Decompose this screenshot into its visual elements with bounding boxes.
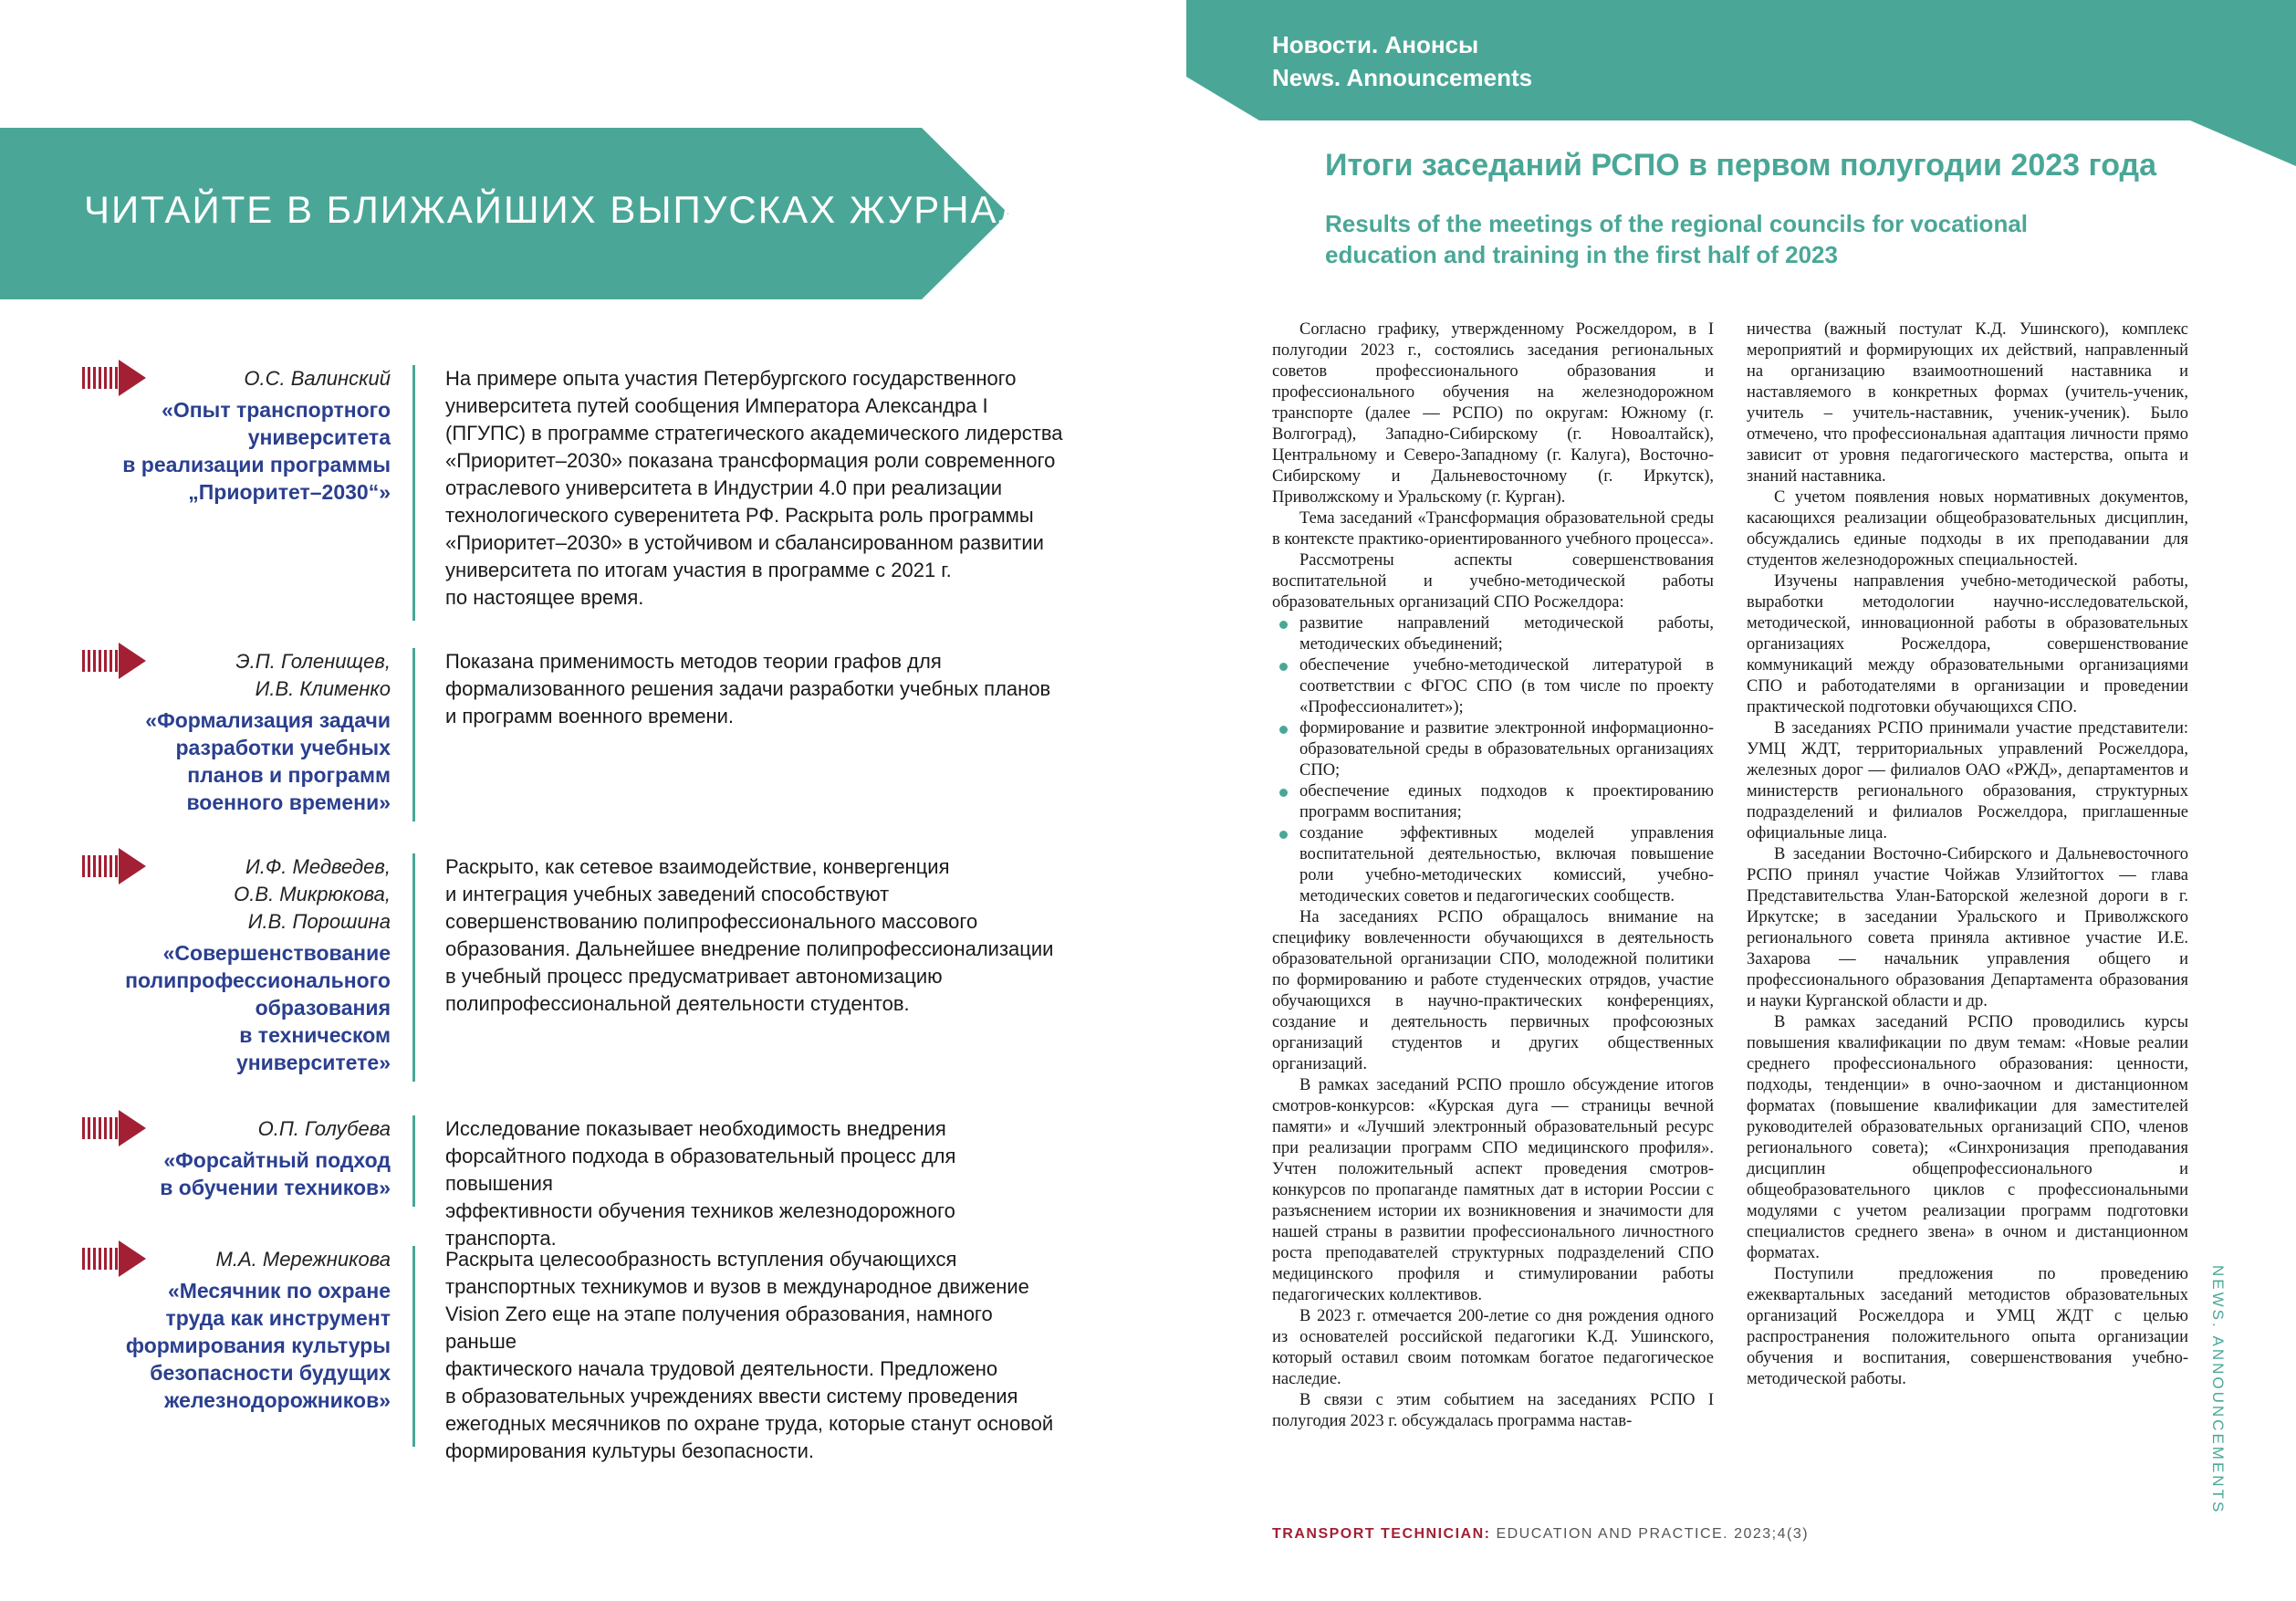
section-title-ru: Новости. Анонсы	[1272, 31, 1479, 58]
author-line: И.В. Клименко	[255, 677, 391, 700]
entry-title	[80, 706, 391, 816]
paragraph: В рамках заседаний РСПО проводились курсы повышения квалификации по двум темам: «Новые реалии среднего профессионального образования: ценности, подходы, тенденции» в очно-заочном и дистанционном форматах (повышение квалификации для заместителей руководителей образовательных организаций СПО, членов регионального совета); «Синхронизация преподавания дисциплин общепрофессионального и общеобразовательного циклов с профессиональными модулями с учетом реализации программ подготовки специалистов среднего звена» в очном и дистанционном форматах.	[1747, 1013, 2188, 1262]
abstract-line: На примере опыта участия Петербургского государственного	[445, 367, 1017, 390]
abstract-line: формирования культуры безопасности.	[445, 1439, 814, 1462]
author-line: Э.П. Голенищев,	[235, 650, 391, 673]
entry-abstract	[445, 1246, 1066, 1465]
section-banner-corner	[2190, 120, 2296, 166]
title-line: «Совершенствование	[162, 941, 391, 965]
author-line: М.А. Мережникова	[215, 1248, 391, 1271]
entry-divider	[412, 1115, 415, 1207]
entry-heading	[80, 1246, 391, 1414]
entry-authors	[80, 1115, 391, 1143]
paragraph: В связи с этим событием на заседаниях РСПО I полугодия 2023 г. обсуждалась программа настав-	[1272, 1391, 1714, 1430]
title-line: полипрофессионального	[125, 968, 391, 992]
paragraph: ничества (важный постулат К.Д. Ушинского), комплекс мероприятий и формирующих их действий, направленный на организацию взаимоотношений наставника и наставляемого в конкретных формах (учитель-ученик, учитель – учитель-наставник, ученик-ученик). Было отмечено, что профессиональная адаптация личности прямо зависит от уровня педагогического мастерства, опыта и знаний наставника.	[1747, 320, 2188, 486]
abstract-line: Раскрыта целесообразность вступления обучающихся	[445, 1248, 957, 1271]
abstract-line: в образовательных учреждениях ввести систему проведения	[445, 1385, 1018, 1407]
entry-divider	[412, 365, 415, 621]
article-subheadline: Results of the meetings of the regional councils for vocational education and training in the first half of 2023	[1325, 210, 2029, 268]
article-column-1	[1272, 319, 1714, 1432]
title-line: разработки учебных	[175, 736, 391, 759]
paragraph: В заседаниях РСПО принимали участие представители: УМЦ ЖДТ, территориальных управлений Росжелдора, железных дорог — филиалов ОАО «РЖД», департаментов и министерств регионального образования, структурных подразделений и филиалов Росжелдора, приглашенные официальные лица.	[1747, 719, 2188, 842]
title-line: «Месячник по охране	[167, 1279, 391, 1303]
entry-title	[80, 939, 391, 1076]
paragraph: В заседании Восточно-Сибирского и Дальневосточного РСПО принял участие Чойжав Улзийтогтох — глава Представительства Улан-Баторской железной дороги в г. Иркутске; в заседании Уральского и Приволжского регионального совета приняла активное участие И.Е. Захарова — начальник управления общего и профессионального образования Департамента образования и науки Курганской области и др.	[1747, 845, 2188, 1010]
abstract-line: (ПГУПС) в программе стратегического академического лидерства	[445, 422, 1063, 445]
left-banner-title: ЧИТАЙТЕ В БЛИЖАЙШИХ ВЫПУСКАХ ЖУРНАЛА...	[84, 188, 1091, 231]
entry-authors	[80, 1246, 391, 1273]
title-line: железнодорожников»	[164, 1388, 391, 1412]
list-item: создание эффективных моделей управления воспитательной деятельностью, включая повышение роли учебно-методических комиссий, учебно-методических советов и педагогических сообществ.	[1299, 824, 1714, 905]
paragraph: Поступили предложения по проведению ежеквартальных заседаний методистов образовательных организаций Росжелдора и УМЦ ЖДТ с целью распространения положительного опыта организации обучения и воспитания, совершенствования учебно-методической работы.	[1747, 1265, 2188, 1388]
abstract-line: полипрофессиональной деятельности студентов.	[445, 992, 910, 1015]
entry-heading	[80, 853, 391, 1076]
abstract-line: форсайтного подхода в образовательный процесс для повышения	[445, 1145, 956, 1195]
abstract-line: отраслевого университета в Индустрии 4.0 при реализации	[445, 476, 1003, 499]
abstract-line: университета путей сообщения Императора Александра I	[445, 394, 988, 417]
entry-abstract	[445, 648, 1066, 730]
abstract-line: образования. Дальнейшее внедрение полипрофессионализации	[445, 937, 1054, 960]
title-line: военного времени»	[186, 790, 391, 814]
abstract-line: в учебный процесс предусматривает автономизацию	[445, 965, 943, 988]
entry-abstract	[445, 853, 1066, 1018]
entry-title	[80, 1146, 391, 1201]
abstract-line: «Приоритет–2030» в устойчивом и сбалансированном развитии	[445, 531, 1044, 554]
title-line: университета	[247, 425, 391, 449]
paragraph: На заседаниях РСПО обращалось внимание на специфику вовлеченности обучающихся в деятельность образовательной организации СПО, молодежной политики по формированию и работе студенческих отрядов, участие обучающихся в научно-практических конференциях, создание и деятельность первичных профсоюзных организаций студентов и других общественных организаций.	[1272, 908, 1714, 1073]
paragraph: Согласно графику, утвержденному Росжелдором, в I полугодии 2023 г., состоялись заседания региональных советов профессионального образования и профессионального обучения на железнодорожном транспорте (далее — РСПО) по округам: Южному (г. Волгоград), Западно-Сибирскому (г. Новоалтайск), Центральному и Северо-Западному (г. Калуга), Восточно-Сибирскому и Дальневосточному (г. Иркутск), Приволжскому и Уральскому (г. Курган).	[1272, 320, 1714, 507]
abstract-line: ежегодных месячников по охране труда, которые станут основой	[445, 1412, 1054, 1435]
title-line: планов и программ	[187, 763, 391, 787]
title-line: в техническом	[239, 1023, 391, 1047]
abstract-line: Исследование показывает необходимость внедрения	[445, 1117, 946, 1140]
entry-divider	[412, 853, 415, 1082]
entry-title	[80, 396, 391, 506]
entry-heading	[80, 365, 391, 506]
abstract-line: Показана применимость методов теории графов для	[445, 650, 942, 673]
paragraph: С учетом появления новых нормативных документов, касающихся реализации общеобразовательных дисциплин, обсуждались единые подходы в их преподавании для студентов железнодорожных специальностей.	[1747, 488, 2188, 570]
article-headline: Итоги заседаний РСПО в первом полугодии 2023 года	[1325, 148, 2157, 183]
abstract-line: совершенствованию полипрофессионального массового	[445, 910, 978, 933]
abstract-line: университета по итогам участия в программе с 2021 г.	[445, 559, 952, 581]
entry-authors	[80, 648, 391, 703]
title-line: в обучении техников»	[160, 1176, 391, 1199]
entry-authors	[80, 365, 391, 392]
title-line: образования	[255, 996, 391, 1020]
section-banner	[1186, 0, 2296, 120]
paragraph: В рамках заседаний РСПО прошло обсуждение итогов смотров-конкурсов: «Курская дуга — страницы вечной памяти» и «Лучший электронный образовательный ресурс при реализации программ СПО медицинского профиля». Учтен положительный аспект проведения смотров-конкурсов по пропаганде памятных дат в истории России с разъяснением истории их возникновения и значимости для нашей страны в развитии профессионального личностного роста преподавателей структурных подразделений СПО медицинского профиля и стимулировании работы педагогических коллективов.	[1272, 1076, 1714, 1304]
footer-journal-brand: TRANSPORT TECHNICIAN:	[1272, 1526, 1491, 1542]
title-line: университете»	[235, 1051, 391, 1074]
title-line: „Приоритет–2030“»	[188, 480, 391, 504]
entry-abstract	[445, 365, 1066, 612]
abstract-line: Vision Zero еще на этапе получения образования, намного раньше	[445, 1303, 993, 1353]
title-line: труда как инструмент	[165, 1306, 391, 1330]
entry-title	[80, 1277, 391, 1414]
paragraph: В 2023 г. отмечается 200-летие со дня рождения одного из основателей российской педагогики К.Д. Ушинского, который оставил своим потомкам богатое педагогическое наследие.	[1272, 1307, 1714, 1388]
entry-divider	[412, 1246, 415, 1447]
paragraph: Рассмотрены аспекты совершенствования воспитательной и учебно-методической работы образовательных организаций СПО Росжелдора:	[1272, 551, 1714, 612]
abstract-line: эффективности обучения техников железнодорожного транспорта.	[445, 1199, 955, 1250]
abstract-line: и программ военного времени.	[445, 705, 735, 727]
abstract-line: технологического суверенитета РФ. Раскрыта роль программы	[445, 504, 1034, 527]
list-item: развитие направлений методической работы, методических объединений;	[1299, 614, 1714, 654]
title-line: «Опыт транспортного	[162, 398, 391, 422]
article-column-2	[1747, 319, 2188, 1390]
abstract-line: «Приоритет–2030» показана трансформация роли современного	[445, 449, 1056, 472]
author-line: И.В. Порошина	[247, 910, 391, 933]
footer-citation: EDUCATION AND PRACTICE. 2023;4(3)	[1490, 1526, 1810, 1542]
title-line: формирования культуры	[125, 1334, 391, 1357]
entry-heading	[80, 1115, 391, 1201]
abstract-line: и интеграция учебных заведений способствуют	[445, 883, 890, 905]
author-line: О.С. Валинский	[244, 367, 391, 390]
title-line: в реализации программы	[122, 453, 391, 476]
entry-abstract	[445, 1115, 1066, 1252]
entry-heading	[80, 648, 391, 816]
entry-divider	[412, 648, 415, 821]
paragraph: Изучены направления учебно-методической работы, выработки методологии научно-исследовательской, методической, инновационной работы в образовательных организациях Росжелдора, совершенствование коммуникаций между образовательными организациями СПО и работодателями в организации и проведении практической подготовки обучающихся СПО.	[1747, 572, 2188, 717]
abstract-line: Раскрыто, как сетевое взаимодействие, конвергенция	[445, 855, 950, 878]
author-line: И.Ф. Медведев,	[245, 855, 391, 878]
list-item: формирование и развитие электронной информационно-образовательной среды в образовательных организациях СПО;	[1299, 719, 1714, 780]
side-running-title: NEWS. ANNOUNCEMENTS	[2209, 1265, 2227, 1515]
title-line: «Форсайтный подход	[163, 1148, 391, 1172]
author-line: О.В. Микрюкова,	[234, 883, 391, 905]
abstract-line: формализованного решения задачи разработки учебных планов	[445, 677, 1051, 700]
abstract-line: по настоящее время.	[445, 586, 644, 609]
section-title-en: News. Announcements	[1272, 64, 1533, 91]
title-line: безопасности будущих	[150, 1361, 391, 1385]
title-line: «Формализация задачи	[145, 708, 391, 732]
abstract-line: фактического начала трудовой деятельности. Предложено	[445, 1357, 998, 1380]
list-item: обеспечение учебно-методической литературой в соответствии с ФГОС СПО (в том числе по проекту «Профессионалитет»);	[1299, 656, 1714, 717]
paragraph: Тема заседаний «Трансформация образовательной среды в контексте практико-ориентированного учебного процесса».	[1272, 509, 1714, 549]
author-line: О.П. Голубева	[257, 1117, 391, 1140]
bullet-list	[1272, 613, 1714, 907]
entry-authors	[80, 853, 391, 936]
abstract-line: транспортных техникумов и вузов в международное движение	[445, 1275, 1029, 1298]
list-item: обеспечение единых подходов к проектированию программ воспитания;	[1299, 782, 1714, 821]
page-footer	[1272, 1526, 1809, 1543]
